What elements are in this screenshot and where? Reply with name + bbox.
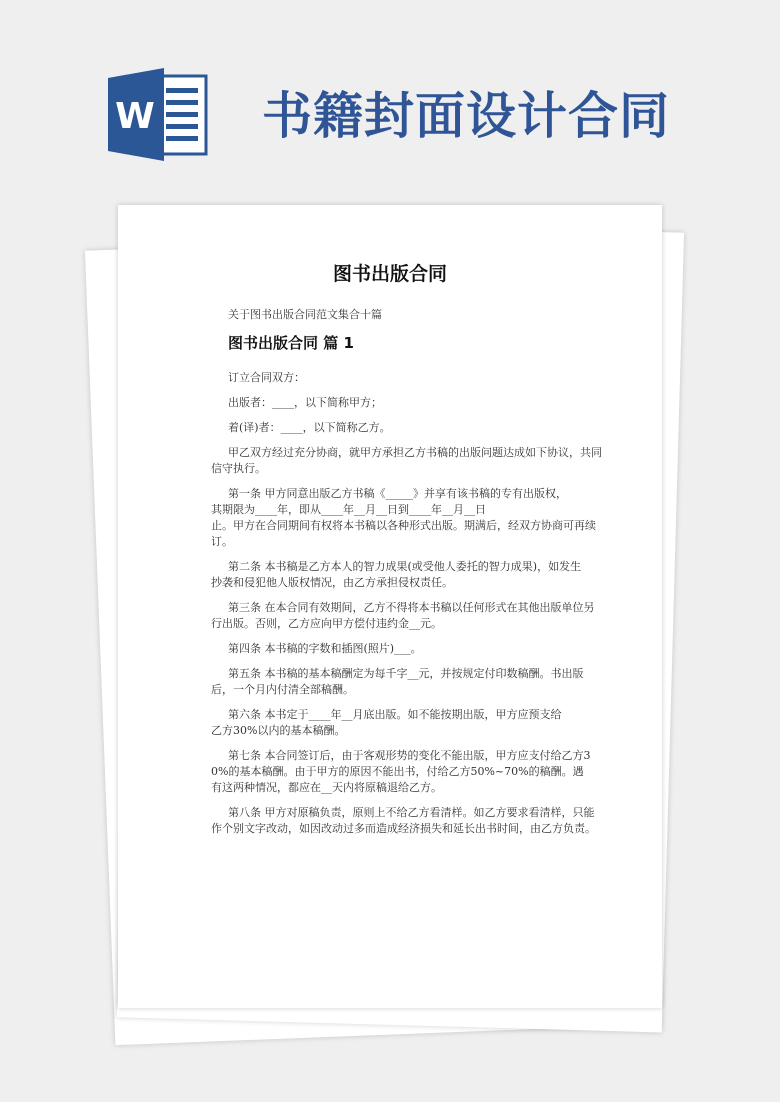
text-line: 抄袭和侵犯他人版权情况，由乙方承担侵权责任。 (211, 576, 453, 589)
paragraph (211, 420, 631, 436)
text-line: 第二条 本书稿是乙方本人的智力成果(或受他人委托的智力成果)，如发生 (228, 560, 582, 573)
text-line: 第七条 本合同签订后，由于客观形势的变化不能出版，甲方应支付给乙方3 (228, 749, 591, 762)
paragraph (211, 748, 631, 796)
page-title: 图书出版合同 (332, 263, 447, 285)
document-body (211, 370, 631, 846)
text-line: 作个别文字改动，如因改动过多而造成经济损失和延长出书时间，由乙方负责。 (211, 822, 596, 835)
text-line: 订。 (211, 535, 233, 548)
paragraph (211, 666, 631, 698)
paragraph (211, 707, 631, 739)
page-subtitle: 关于图书出版合同范文集合十篇 (228, 308, 382, 321)
paragraph (211, 559, 631, 591)
svg-text:W: W (115, 96, 155, 137)
paragraph (211, 445, 631, 477)
text-line: 其期限为____年，即从____年__月__日到____年__月__日 (211, 503, 486, 516)
document-title: 书籍封面设计合同 (262, 87, 670, 145)
word-icon (108, 68, 208, 161)
text-line: 出版者：____，以下简称甲方； (228, 396, 382, 409)
text-line: 甲乙双方经过充分协商，就甲方承担乙方书稿的出版问题达成如下协议，共同 (228, 446, 602, 459)
section-heading: 图书出版合同 篇 1 (228, 334, 354, 352)
text-line: 行出版。否则，乙方应向甲方偿付违约金__元。 (211, 617, 442, 630)
text-line: 第五条 本书稿的基本稿酬定为每千字__元，并按规定付印数稿酬。书出版 (228, 667, 584, 680)
text-line: 信守执行。 (211, 462, 266, 475)
text-line: 有这两种情况，都应在__天内将原稿退给乙方。 (211, 781, 442, 794)
text-line: 第八条 甲方对原稿负责，原则上不给乙方看清样。如乙方要求看清样，只能 (228, 806, 595, 819)
text-line: 第三条 在本合同有效期间，乙方不得将本书稿以任何形式在其他出版单位另 (228, 601, 595, 614)
document-page (118, 205, 662, 1008)
text-line: 着(译)者：____，以下简称乙方。 (228, 421, 391, 434)
text-line: 乙方30%以内的基本稿酬。 (211, 724, 346, 737)
text-line: 0%的基本稿酬。由于甲方的原因不能出书，付给乙方50%~70%的稿酬。遇 (211, 765, 584, 778)
text-line: 止。甲方在合同期间有权将本书稿以各种形式出版。期满后，经双方协商可再续 (211, 519, 596, 532)
paragraph (211, 486, 631, 550)
text-line: 后，一个月内付清全部稿酬。 (211, 683, 354, 696)
text-line: 第六条 本书定于____年__月底出版。如不能按期出版，甲方应预支给 (228, 708, 562, 721)
text-line: 第一条 甲方同意出版乙方书稿《_____》并享有该书稿的专有出版权， (228, 487, 567, 500)
text-line: 第四条 本书稿的字数和插图(照片)___。 (228, 642, 422, 655)
paragraph (211, 805, 631, 837)
paragraph (211, 370, 631, 386)
paragraph (211, 600, 631, 632)
paragraph (211, 641, 631, 657)
paragraph (211, 395, 631, 411)
text-line: 订立合同双方： (228, 371, 305, 384)
